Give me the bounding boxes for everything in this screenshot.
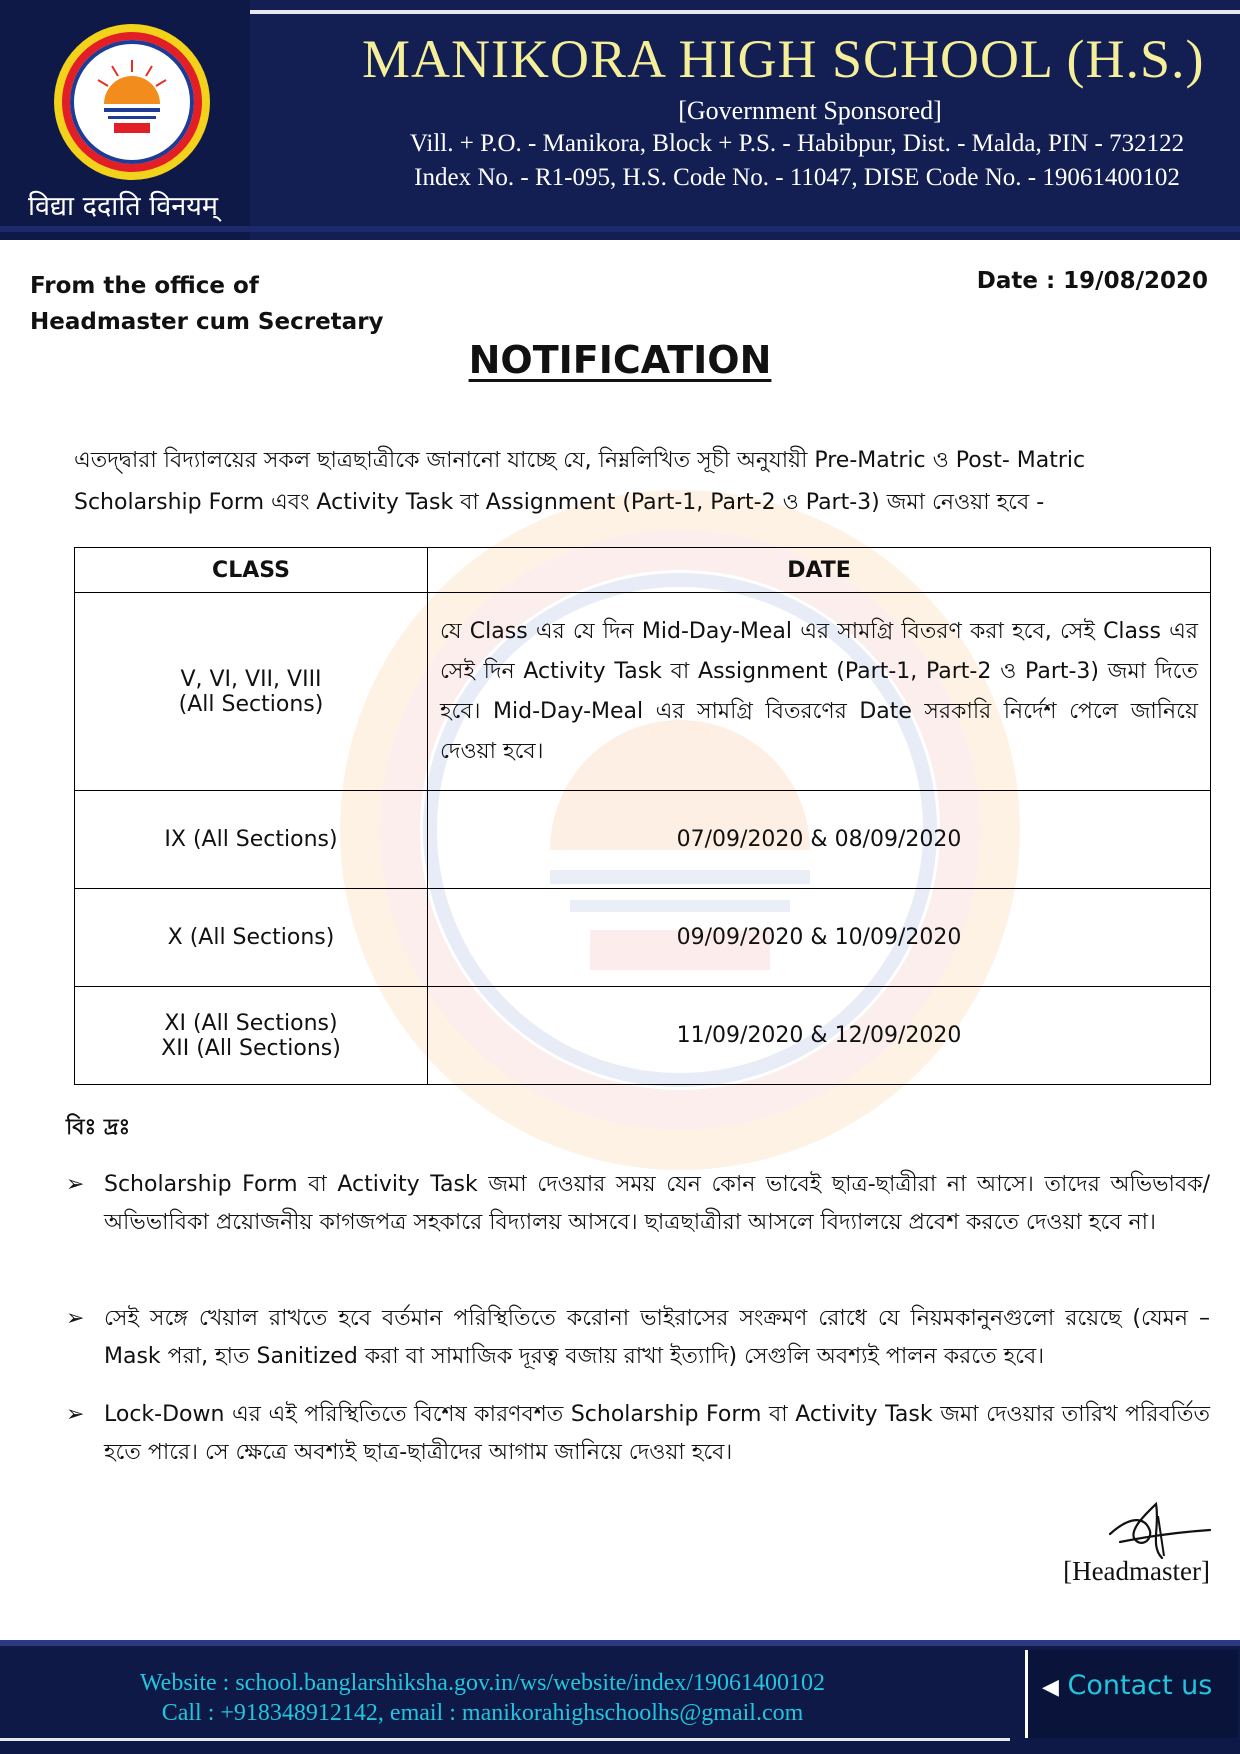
class-cell: X (All Sections) <box>75 889 428 987</box>
class-cell: IX (All Sections) <box>75 791 428 889</box>
header-stripe <box>250 10 1240 14</box>
column-header-class: CLASS <box>75 548 428 593</box>
note-item <box>66 1396 1210 1472</box>
from-line-1: From the office of <box>30 273 259 299</box>
from-office <box>30 268 384 340</box>
note-text: Lock-Down এর এই পরিস্থিতিতে বিশেষ কারণবশত Scholarship Form বা Activity Task জমা দেওয়ার তারিখ পরিবর্তিত হতে পারে। সে ক্ষেত্রে অবশ্যই ছাত্র-ছাত্রীদের আগাম জানিয়ে দেওয়া হবে। <box>104 1402 1210 1465</box>
letter-date: Date : 19/08/2020 <box>976 268 1208 294</box>
table-header-row <box>75 548 1211 593</box>
notification-title-text: NOTIFICATION <box>468 338 772 382</box>
contact-us-button[interactable] <box>1025 1650 1238 1738</box>
sponsorship-label: [Government Sponsored] <box>678 96 942 125</box>
column-header-date: DATE <box>428 548 1211 593</box>
footer-top-stripe <box>0 1640 1240 1646</box>
arrow-left-icon: ◀ <box>1042 1675 1059 1700</box>
date-cell: 09/09/2020 & 10/09/2020 <box>428 889 1211 987</box>
bullet-arrow-icon: ➢ <box>66 1306 85 1331</box>
school-logo <box>52 22 212 182</box>
class-cell <box>75 987 428 1085</box>
note-item <box>66 1300 1210 1376</box>
table-row <box>75 889 1211 987</box>
school-codes: Index No. - R1-095, H.S. Code No. - 11047, DISE Code No. - 19061400102 <box>414 164 1180 191</box>
table-row <box>75 791 1211 889</box>
school-motto: विद्या ददाति विनयम् <box>28 191 219 222</box>
notification-title <box>0 338 1240 382</box>
bullet-arrow-icon: ➢ <box>66 1402 85 1427</box>
contact-us-label: Contact us <box>1067 1670 1213 1701</box>
website-link[interactable]: Website : school.banglarshiksha.gov.in/ws/website/index/19061400102 <box>139 1670 826 1696</box>
note-text: সেই সঙ্গে খেয়াল রাখতে হবে বর্তমান পরিস্থিতিতে করোনা ভাইরাসের সংক্রমণ রোধে যে নিয়মকানুনগুলো রয়েছে (যেমন – Mask পরা, হাত Sanitized করা বা সামাজিক দূরত্ব বজায় রাখা ইত্যাদি) সেগুলি অবশ্যই পালন করতে হবে। <box>104 1306 1210 1369</box>
note-item <box>66 1166 1210 1242</box>
date-cell: 07/09/2020 & 08/09/2020 <box>428 791 1211 889</box>
class-line-1: XI (All Sections) <box>164 1010 338 1036</box>
schedule-table <box>74 547 1211 1085</box>
notes-heading: বিঃ দ্রঃ <box>66 1115 131 1140</box>
header-bottom-stripe <box>0 226 1240 232</box>
note-text: Scholarship Form বা Activity Task জমা দেওয়ার সময় যেন কোন ভাবেই ছাত্র-ছাত্রীরা না আসে। তাদের অভিভাবক/অভিভাবিকা প্রয়োজনীয় কাগজপত্র সহকারে বিদ্যালয় আসবে। ছাত্রছাত্রীরা আসলে বিদ্যালয়ে প্রবেশ করতে দেওয়া হবে না। <box>104 1172 1210 1235</box>
class-line-2: XII (All Sections) <box>161 1035 341 1061</box>
contact-details[interactable]: Call : +918348912142, email : manikorahighschoolhs@gmail.com <box>161 1700 804 1726</box>
bullet-arrow-icon: ➢ <box>66 1172 85 1197</box>
headmaster-title: [Headmaster] <box>1063 1556 1210 1586</box>
date-cell: যে Class এর যে দিন Mid-Day-Meal এর সামগ্রি বিতরণ করা হবে, সেই Class এর সেই দিন Activity Task বা Assignment (Part-1, Part-2 ও Part-3) জমা দিতে হবে। Mid-Day-Meal এর সামগ্রি বিতরণের Date সরকারি নির্দেশ পেলে জানিয়ে দেওয়া হবে। <box>428 593 1211 791</box>
table-row <box>75 987 1211 1085</box>
table-row <box>75 593 1211 791</box>
school-name: MANIKORA HIGH SCHOOL (H.S.) <box>362 29 1205 89</box>
class-line-1: V, VI, VII, VIII <box>180 666 322 692</box>
class-cell <box>75 593 428 791</box>
contact-us-label-wrap <box>1042 1670 1212 1701</box>
class-line-2: (All Sections) <box>178 691 324 717</box>
intro-paragraph: এতদ্দ্বারা বিদ্যালয়ের সকল ছাত্রছাত্রীকে জানানো যাচ্ছে যে, নিম্নলিখিত সূচী অনুযায়ী Pre-Matric ও Post- Matric Scholarship Form এবং Activity Task বা Assignment (Part-1, Part-2 ও Part-3) জমা নেওয়া হবে - <box>74 448 1086 515</box>
date-cell: 11/09/2020 & 12/09/2020 <box>428 987 1211 1085</box>
footer-stripe <box>0 1738 1010 1741</box>
from-line-2: Headmaster cum Secretary <box>30 309 384 335</box>
school-address: Vill. + P.O. - Manikora, Block + P.S. - Habibpur, Dist. - Malda, PIN - 732122 <box>409 130 1185 157</box>
